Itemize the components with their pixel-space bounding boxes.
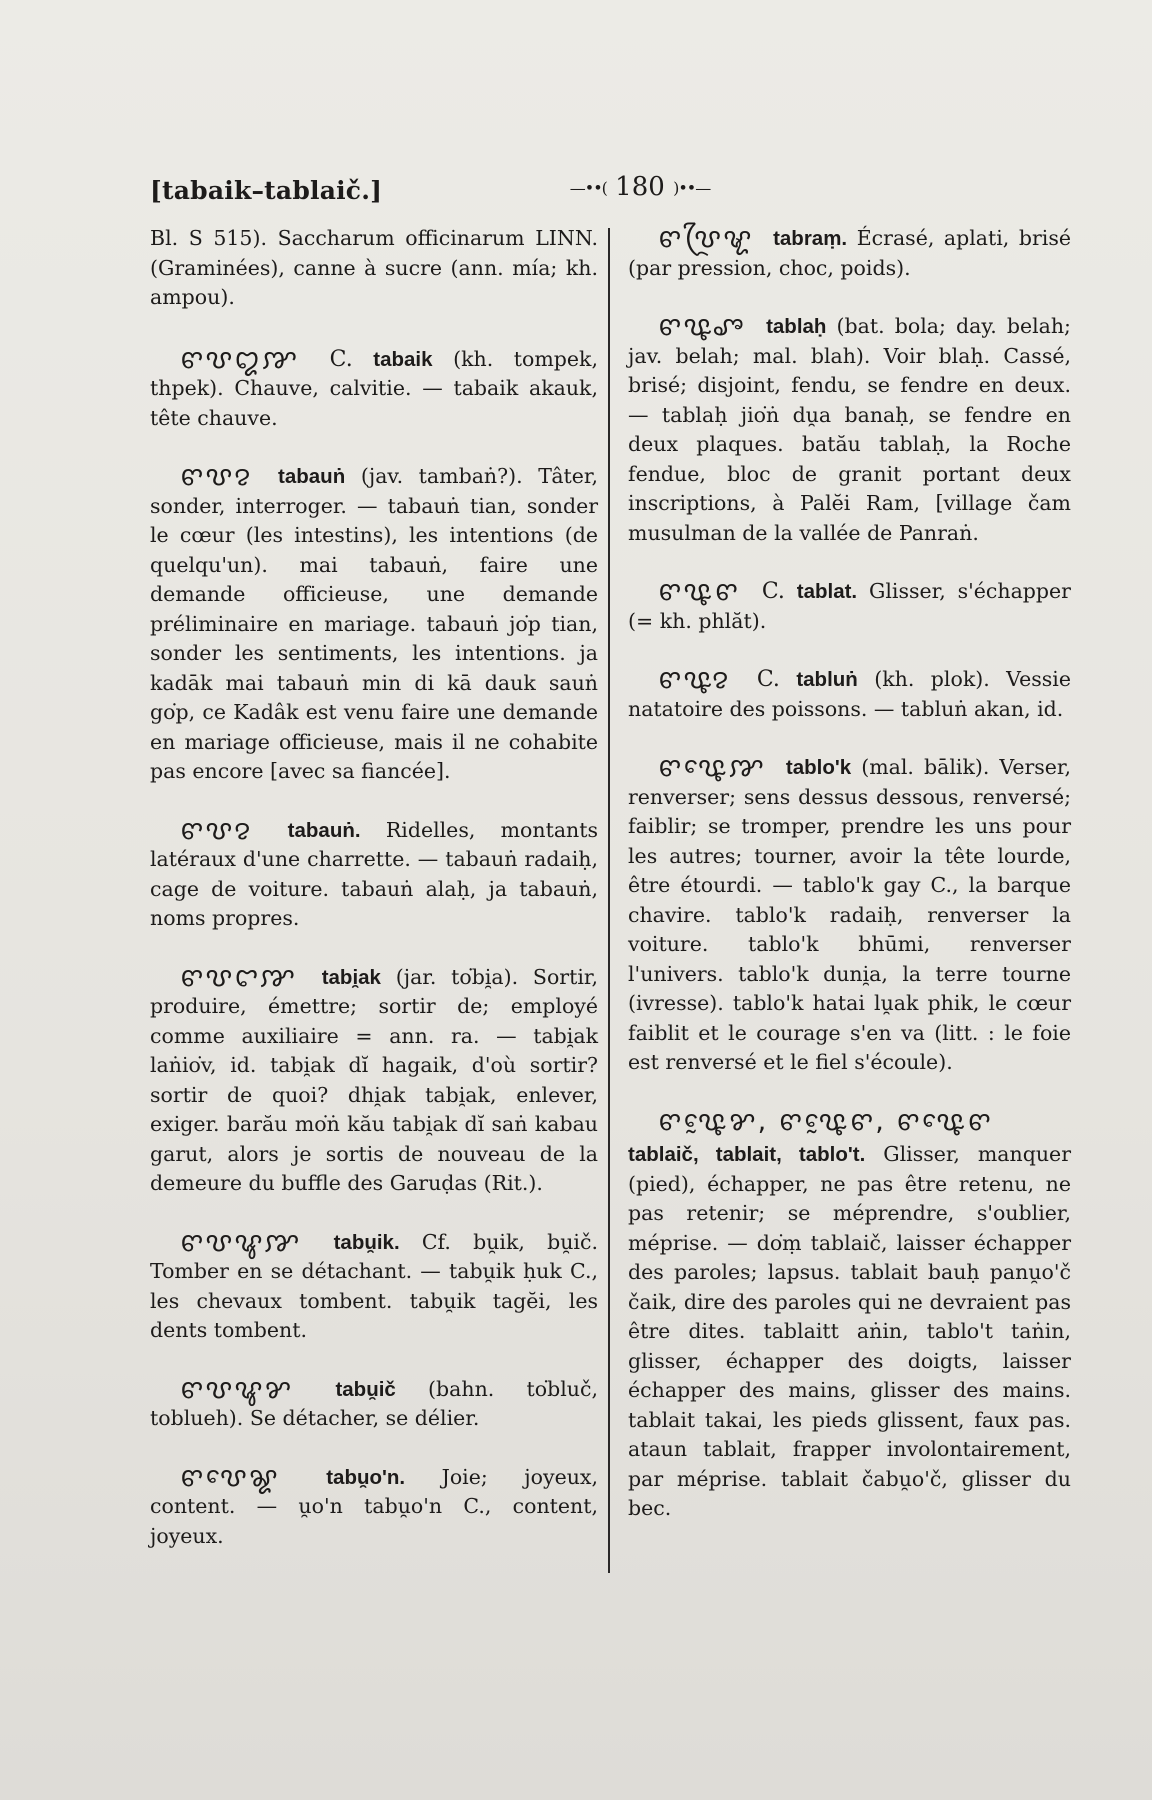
headword: tablat. — [796, 580, 858, 603]
cham-script-words: ꨓꨝꨵꨰꨌ, ꨓꨝꨵꨰꨓ, ꨓꨝꨵꨯꨓ — [658, 1105, 993, 1137]
headword: tablaič, tablait, tablo't. — [628, 1143, 866, 1166]
headword: tablo'k — [785, 756, 852, 779]
entry-tabaik — [150, 345, 598, 434]
headword: tabu̯ik. — [333, 1230, 400, 1254]
entry-text: Glisser, manquer (pied), échapper, ne pas être retenu, ne pas retenir; se méprendre, s'oublier, méprise. — do͘ṃ tablaič, laisser échapper des paroles; lapsus. tablait bauḥ panu̯o'č čaik, dire des paroles qui ne devraient pas être dites. tablaitt aṅin, tablo't taṅin, glisser, échapper des doigts, laisser échapper des mains, glisser des mains. tablait takai, les pieds glissent, faux pas. ataun tablait, frapper involontairement, par méprise. tablait čabu̯o'č, glisser du bec. — [628, 1142, 1071, 1520]
cham-script-word: ꨓꨝꨯꨘ — [180, 1461, 280, 1493]
headword: tabauṅ. — [287, 818, 361, 842]
entry-tablok — [628, 753, 1071, 1078]
cham-script-word: ꨓꨝꨵꨯꨇ — [658, 752, 766, 783]
entry-body — [628, 1140, 1071, 1524]
entry-continuation — [150, 224, 598, 313]
page-number-block — [510, 172, 770, 202]
entry-tabuic — [150, 1375, 598, 1434]
entry-text: Cf. bu̯ik, bu̯ič. Tomber en se détachant. — tabu̯ik ḥuk C., les chevaux tombent. tabu̯ik tagĕi, les dents tombent. — [150, 1229, 598, 1342]
entry-tag: C. — [329, 346, 353, 372]
entry-text: (jav. tambaṅ?). Tâter, sonder, interroger. — tabauṅ tian, sonder le cœur (les intestins), les intentions (de quelqu'un). mai tabauṅ, faire une demande officieuse, une demande préliminaire en mariage. tabauṅ jo͘p tian, sonder les sentiments, les intentions. ja kadāk mai tabauṅ min di kā dauk sauṅ go͘p, ce Kadâk est venu faire une demande en mariage officieuse, mais il ne cohabite pas encore [avec sa fiancée]. — [150, 464, 598, 783]
ornament-right: )••— — [673, 178, 711, 198]
headword: tabauṅ — [278, 465, 346, 488]
cham-script-word: ꨓꨝꨥꨌ — [180, 1373, 294, 1405]
entry-text: (bat. bola; day. belah; jav. belah; mal. blah). Voir blaḥ. Cassé, brisé; disjoint, fendu, se fendre en deux. — tablaḥ jio͘ṅ du̯a banaḥ, se fendre en deux plaques. batău tablaḥ, la Roche fendue, bloc de granit portant deux inscriptions, à Palĕi Ram, [village čam musulman de la vallée de Panraṅ. — [628, 314, 1071, 545]
entry-text: (kh. plok). Vessie natatoire des poissons. — tabluṅ akan, id. — [628, 667, 1071, 721]
cham-script-word: ꨓꨝꨤꨇ — [180, 961, 297, 993]
cham-script-word: ꨓꨝꨵꨓ — [658, 576, 740, 607]
entry-text: (kh. tompek, thpek). Chauve, calvitie. — tabaik akauk, tête chauve. — [150, 346, 598, 430]
column-divider — [608, 228, 610, 1573]
left-column — [150, 224, 598, 1580]
entry-tabaun — [150, 462, 598, 787]
ornament-left: —••( — [569, 178, 607, 198]
headword: tabluṅ — [796, 668, 858, 691]
entry-tablat — [628, 577, 1071, 636]
right-column — [628, 224, 1071, 1553]
cham-script-word: ꨓꨝꨵꨨ — [658, 311, 746, 342]
entry-tabuon — [150, 1463, 598, 1552]
headword: tabu̯ič — [335, 1377, 396, 1401]
entry-tabiak — [150, 963, 598, 1199]
cham-script-word: ꨓꨝꨁꨇ — [180, 343, 300, 375]
entry-tag: C. — [756, 667, 780, 692]
entry-tabaun-2 — [150, 816, 598, 934]
headword: tabraṃ. — [773, 227, 848, 250]
headword: tablaḥ — [766, 315, 827, 338]
headword: tabaik — [373, 347, 433, 371]
entry-text: Écrasé, aplati, brisé (par pression, choc, poids). — [628, 226, 1071, 280]
entry-tabram — [628, 224, 1071, 283]
page-number: 180 — [615, 172, 665, 202]
cham-script-word: ꨓꨝꨂ — [180, 814, 253, 846]
entry-tabuik — [150, 1228, 598, 1346]
entry-text: Joie; joyeux, content. — u̯o'n tabu̯o'n C., content, joyeux. — [150, 1464, 598, 1548]
entry-tag: C. — [761, 579, 785, 604]
entry-text: Bl. S 515). Saccharum officinarum LINN. (Graminées), canne à sucre (ann. mía; kh. ampou). — [150, 226, 598, 309]
entry-text: (mal. bālik). Verser, renverser; sens dessus dessous, renversé; faiblir; se tromper, prendre les uns pour les autres; tourner, avoir la tête lourde, être étourdi. — tablo'k gay C., la barque chavire. tablo'k radaiḥ, renverser la voiture. tablo'k bhūmi, renverser l'univers. tablo'k duni̯a, la terre tourne (ivresse). tablo'k hatai lu̯ak phik, le cœur faiblit et le courage s'en va (litt. : le foie est renversé et le fiel s'écoule). — [628, 755, 1071, 1074]
cham-script-word: ꨓꨝꨂ — [180, 461, 253, 492]
entry-tablaic — [628, 1107, 1071, 1524]
entry-text: Glisser, s'échapper (= kh. phlăt). — [628, 579, 1071, 633]
cham-script-word: ꨓꨝꨥꨇ — [180, 1226, 302, 1258]
headword: tabu̯o'n. — [326, 1465, 406, 1489]
headword: tabi̯ak — [321, 965, 381, 989]
cham-script-word: ꨓꨝꨴꨠ — [658, 223, 754, 254]
running-head: [tabaik–tablaič.] — [150, 176, 383, 205]
entry-text: (jar. to͘bi̯a). Sortir, produire, émettre; sortir de; employé comme auxiliaire = ann. ra. — tabi̯ak laṅio͘v, id. tabi̯ak dĭ hagaik, d'où sortir? sortir de quoi? dhi̯ak tabi̯ak, enlever, exiger. barău mo͘ṅ kău tabi̯ak dĭ saṅ kabau garut, alors je sortis de nouveau de la demeure du buffle des Garuḍas (Rit.). — [150, 964, 598, 1195]
entry-text: Ridelles, montants latéraux d'une charrette. — tabauṅ radaiḥ, cage de voiture. tabauṅ alaḥ, ja tabauṅ, noms propres. — [150, 817, 598, 930]
page-header — [150, 168, 1002, 218]
entry-tablah — [628, 312, 1071, 548]
cham-script-word: ꨓꨝꨵꨂ — [658, 664, 731, 695]
entry-tablun — [628, 665, 1071, 724]
entry-text: (bahn. to͘bluč, toblueh). Se détacher, se délier. — [150, 1376, 598, 1430]
